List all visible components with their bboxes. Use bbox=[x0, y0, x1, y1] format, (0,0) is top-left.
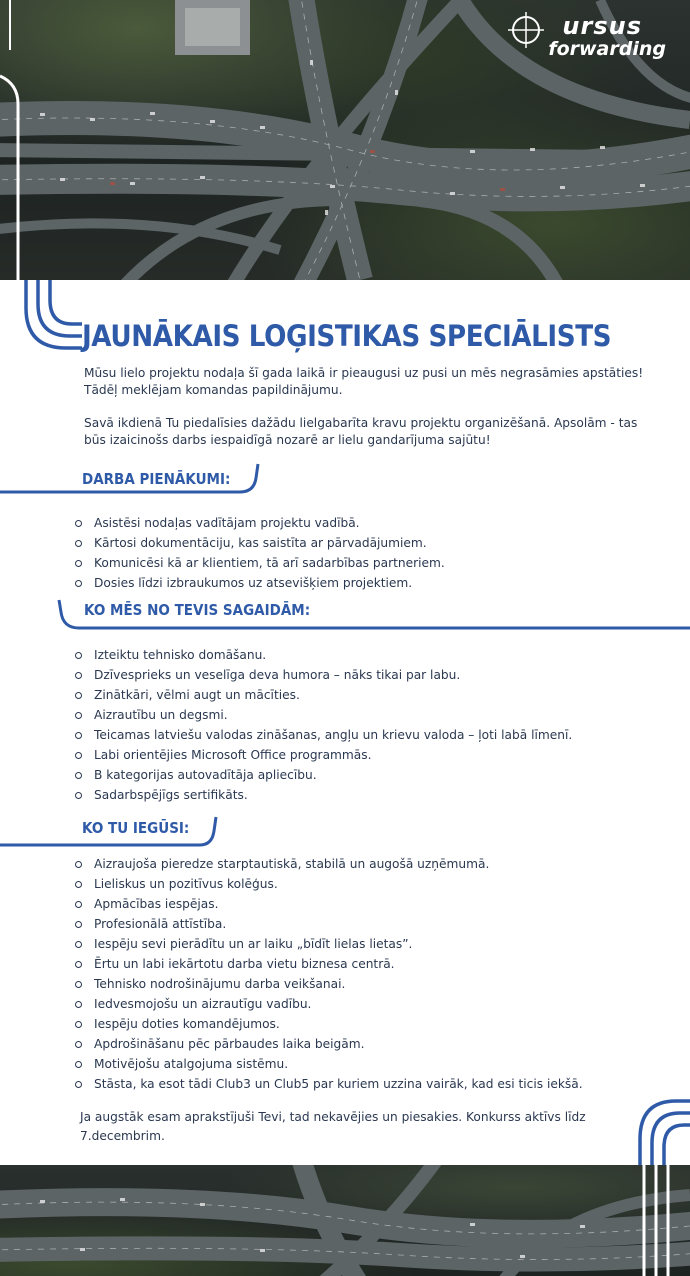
list-item: Teicamas latviešu valodas zināšanas, angļu un krievu valoda – ļoti labā līmenī. bbox=[74, 725, 572, 745]
list-item: Aizraujoša pieredze starptautiskā, stabilā un augošā uzņēmumā. bbox=[74, 854, 583, 874]
intro-paragraph-1: Mūsu lielo projektu nodaļa šī gada laikā ir pieaugusi uz pusi un mēs negrasāmies apstāties! Tādēļ meklējam komandas papildinājumu. bbox=[84, 366, 644, 397]
footer-aerial-image bbox=[0, 1165, 690, 1276]
benefits-list bbox=[74, 854, 583, 1094]
logo-text-ursus: ursus bbox=[562, 12, 642, 40]
list-item: Motivējošu atalgojuma sistēmu. bbox=[74, 1054, 583, 1074]
list-item: Stāsta, ka esot tādi Club3 un Club5 par kuriem uzzina vairāk, kad esi ticis iekšā. bbox=[74, 1074, 583, 1094]
list-item: Dosies līdzi izbraukumos uz atsevišķiem projektiem. bbox=[74, 573, 445, 593]
list-item: Komunicēsi kā ar klientiem, tā arī sadarbības partneriem. bbox=[74, 553, 445, 573]
list-item: Kārtosi dokumentāciju, kas saistīta ar pārvadājumiem. bbox=[74, 533, 445, 553]
expectations-list bbox=[74, 645, 572, 805]
logo-text-forwarding: forwarding bbox=[548, 38, 666, 60]
duties-list bbox=[74, 513, 445, 593]
list-item: B kategorijas autovadītāja apliecību. bbox=[74, 765, 572, 785]
list-item: Dzīvesprieks un veselīga deva humora – nāks tikai par labu. bbox=[74, 665, 572, 685]
list-item: Apmācības iespējas. bbox=[74, 894, 583, 914]
list-item: Iespēju sevi pierādītu un ar laiku „bīdīt lielas lietas”. bbox=[74, 934, 583, 954]
list-item: Asistēsi nodaļas vadītājam projektu vadībā. bbox=[74, 513, 445, 533]
header-aerial-image bbox=[0, 0, 690, 280]
list-item: Iespēju doties komandējumos. bbox=[74, 1014, 583, 1034]
headline-arc-decoration bbox=[0, 280, 90, 360]
section-title-expectations: KO MĒS NO TEVIS SAGAIDĀM: bbox=[84, 601, 311, 619]
footer-arc-decoration bbox=[620, 1095, 690, 1170]
page-title: JAUNĀKAIS LOĢISTIKAS SPECIĀLISTS bbox=[82, 319, 612, 353]
list-item: Iedvesmojošu un aizrautīgu vadību. bbox=[74, 994, 583, 1014]
ursus-logo bbox=[506, 14, 666, 74]
list-item: Apdrošināšanu pēc pārbaudes laika beigām. bbox=[74, 1034, 583, 1054]
section-title-duties: DARBA PIENĀKUMI: bbox=[82, 470, 231, 488]
list-item: Labi orientējies Microsoft Office programmās. bbox=[74, 745, 572, 765]
list-item: Profesionālā attīstība. bbox=[74, 914, 583, 934]
section-title-benefits: KO TU IEGŪSI: bbox=[82, 819, 190, 837]
list-item: Lieliskus un pozitīvus kolēģus. bbox=[74, 874, 583, 894]
list-item: Aizrautību un degsmi. bbox=[74, 705, 572, 725]
list-item: Ērtu un labi iekārtotu darba vietu biznesa centrā. bbox=[74, 954, 583, 974]
list-item: Tehnisko nodrošinājumu darba veikšanai. bbox=[74, 974, 583, 994]
compass-icon bbox=[506, 10, 546, 50]
list-item: Zinātkāri, vēlmi augt un mācīties. bbox=[74, 685, 572, 705]
closing-paragraph: Ja augstāk esam aprakstījuši Tevi, tad nekavējies un piesakies. Konkurss aktīvs līdz 7.decembrim. bbox=[80, 1110, 586, 1143]
list-item: Izteiktu tehnisko domāšanu. bbox=[74, 645, 572, 665]
intro-paragraph-2: Savā ikdienā Tu piedalīsies dažādu lielgabarīta kravu projektu organizēšanā. Apsolām - tas būs izaicinošs darbs iespaidīgā nozarē ar lielu gandarījuma sajūtu! bbox=[84, 416, 638, 447]
list-item: Sadarbspējīgs sertifikāts. bbox=[74, 785, 572, 805]
